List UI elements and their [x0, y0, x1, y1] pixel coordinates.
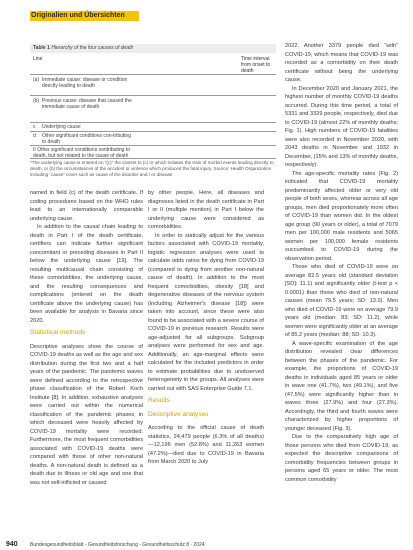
table-divider [30, 95, 276, 96]
paragraph: 2022. Another 3379 people died “with” COVID-19, which means that COVID-19 was recorded as a comorbidity on their death certificate without being the underlying cause. [285, 43, 398, 83]
table-header-row [30, 54, 276, 74]
paragraph: Those who died of COVID-19 were on average 82.5 years old (standard deviation [SD]: 11.1) and significantly older (t-test p < 0.0001) than those who died of non-natural causes (mean 79.5 years; SD: 13.0). Men who died of COVID-19 were on average 79.9 years old (median: 83; SD: 11.2), while women were significantly older at an average of 85.2 years (median: 88; SD: 10.3). [285, 264, 398, 338]
row-key: (a) [33, 77, 40, 83]
paragraph: Due to the comparatively high age of those persons who died from COVID-19, as expected the descriptive comparisons of comorbidity frequencies between groups in persons aged 65 years or older. The most common comorbidity [285, 434, 398, 483]
table-title [30, 44, 276, 53]
paragraph: Descriptive analyses show the course of COVID-19 deaths as well as the age and sex distribution during the first two and a half years of the pandemic. The pandemic waves were defined according to the retrospective phase classification of the Robert Koch Institute [8]. In addition, exhaustive analyses were carried out within the numerical classification of the pandemic phases in which deceased were heavily affected by COVID-19 mortality were recorded. Furthermore, the most frequent comorbidities associated with COVID-19 deaths were compared with those of other non-natural deaths. A non-natural death is defined as a death due to illness or old age and one that was not self-inflicted or caused [30, 343, 143, 486]
table-divider [30, 158, 276, 159]
row-text: Underlying cause [42, 124, 81, 130]
text-column-3 [285, 42, 398, 484]
section-ribbon [30, 11, 139, 21]
table-caption: Hierarchy of the four causes of death [51, 45, 134, 51]
section-heading: Results [148, 397, 170, 404]
table-divider [30, 145, 276, 146]
text-column-2 [148, 189, 264, 467]
section-label: Originalien und Übersichten [31, 12, 125, 19]
paragraph: In order to statically adjust for the various factors associated with COVID-19 mortality, logistic regression analyses were used to calculate odds ratios for dying from COVID-19 (compared to dying from another non-natural cause of death). In addition to the most frequent comorbidities, obesity [18] and degenerative diseases of the nervous system (including Alzheimer’s disease [18]) were taken into account, since these were also found to be associated with a severe course of COVID-19 in previous research. Results were age-adjusted for all subgroups. Subgroup analyses were performed for sex and age. Additionally, an age-marginal effects were calculated for the included predictors in order to estimate probabilities due to unobserved heterogeneity in the groups. All analyses were carried out with SAS Enterprise Guide 7.1. [148, 232, 264, 392]
row-key: c [33, 124, 36, 130]
table-header-time: Time interval from onset to death [241, 56, 271, 74]
row-text: Previous cause: disease that caused the immediate cause of death [42, 98, 132, 110]
paragraph: A wave-specific examination of the age distribution revealed clear differences between the phases of the pandemic. For example, the proportions of COVID-19 deaths in individuals aged 85 years or older in wave one (41.7%), two (49.1%), and five (47.5%) were significantly higher than in waves three (27.9%) and four (27.3%). Accordingly, the third and fourth waves were characterized by higher proportions of younger deceased (Fig. 3). [285, 340, 398, 432]
paragraph: The age-specific mortality rates (Fig. 2) indicated that COVID-19 mortality predominantly affected older or very old people of both sexes, whereas across all age groups, men died proportionately more often of COVID-19 than women did. In the oldest age group (90 years or older), a total of 7079 men per 100,000 male residents and 5065 women per 100,000 female residents succumbed to COVID-19 during the observation period. [285, 170, 398, 262]
row-key: (b) [33, 98, 40, 104]
section-heading: Statistical methods [30, 329, 86, 336]
page-footer [0, 540, 413, 550]
subsection-heading: Descriptive analyses [148, 410, 209, 418]
journal-name: Bundesgesundheitsblatt - Gesundheitsforschung - Gesundheitsschutz 8 · 2024 [30, 542, 205, 548]
table-number: Table 1 [33, 45, 50, 51]
row-text: Other significant conditions con-tributing to death [42, 133, 131, 145]
paragraph: According to the official cause of death statistics, 24,479 people (6.3% of all deaths) —12,196 men (52.8%) and 11,263 women (47.2%)—died due to COVID-19 in Bavaria from March 2020 to July [148, 425, 264, 465]
page-number: 940 [6, 541, 18, 548]
table-divider [30, 131, 276, 132]
paragraph: In addition to the causal chain leading to death in Part I of the death certificate, certifiers can indicate further significant concomitant or preceding diseases in Part II below the underlying cause [19]. The resulting multicausal chain consisting of these comorbidities, the underlying cause, and the resulting consequences and complications (entered on the death certificate above the underlying cause) has been available for analysis in Bavaria since 2020. [30, 224, 143, 324]
paragraph: by other people. Here, all diseases and diagnoses listed in the death certificate in Part I or II (multiple mention) in Part I below the underlying cause were considered as comorbidities. [148, 190, 264, 230]
paragraph: named in field (c) of the death certificate. If coding procedures based on the WHO rules lead to an internationally comparable underlying cause. [30, 190, 143, 222]
row-text: Immediate cause: disease or condition directly leading to death [42, 77, 128, 89]
table-divider [30, 122, 276, 123]
table-divider [30, 74, 276, 75]
text-column-1 [30, 189, 143, 487]
row-text: II Other significant conditions contributing to death, but not related to the cause of death [33, 147, 130, 159]
table-header-line: Line [33, 56, 43, 62]
paragraph: In December 2020 and January 2021, the highest number of monthly COVID-19 deaths occurred. During this time period, a total of 5331 and 3329 people, respectively, died due to COVID-19 (almost 22% of monthly deaths; Fig. 1). High numbers of COVID-19 fatalities were also recorded in November 2020, with 2043 deaths in November and 1932 in December, (15% and 13% of monthly deaths, respectively). [285, 85, 398, 168]
row-key: d [33, 133, 36, 139]
table-footnote: *The underlying cause is entered on “(c)” the closest to (c) or which initiates the train of morbid events leading directly to death, or (b) the circumstances of the accident or violence which produced the fatal injury. Source: Health Organization including “cause” cover such as cause of the disorder and / or disease [30, 160, 274, 177]
